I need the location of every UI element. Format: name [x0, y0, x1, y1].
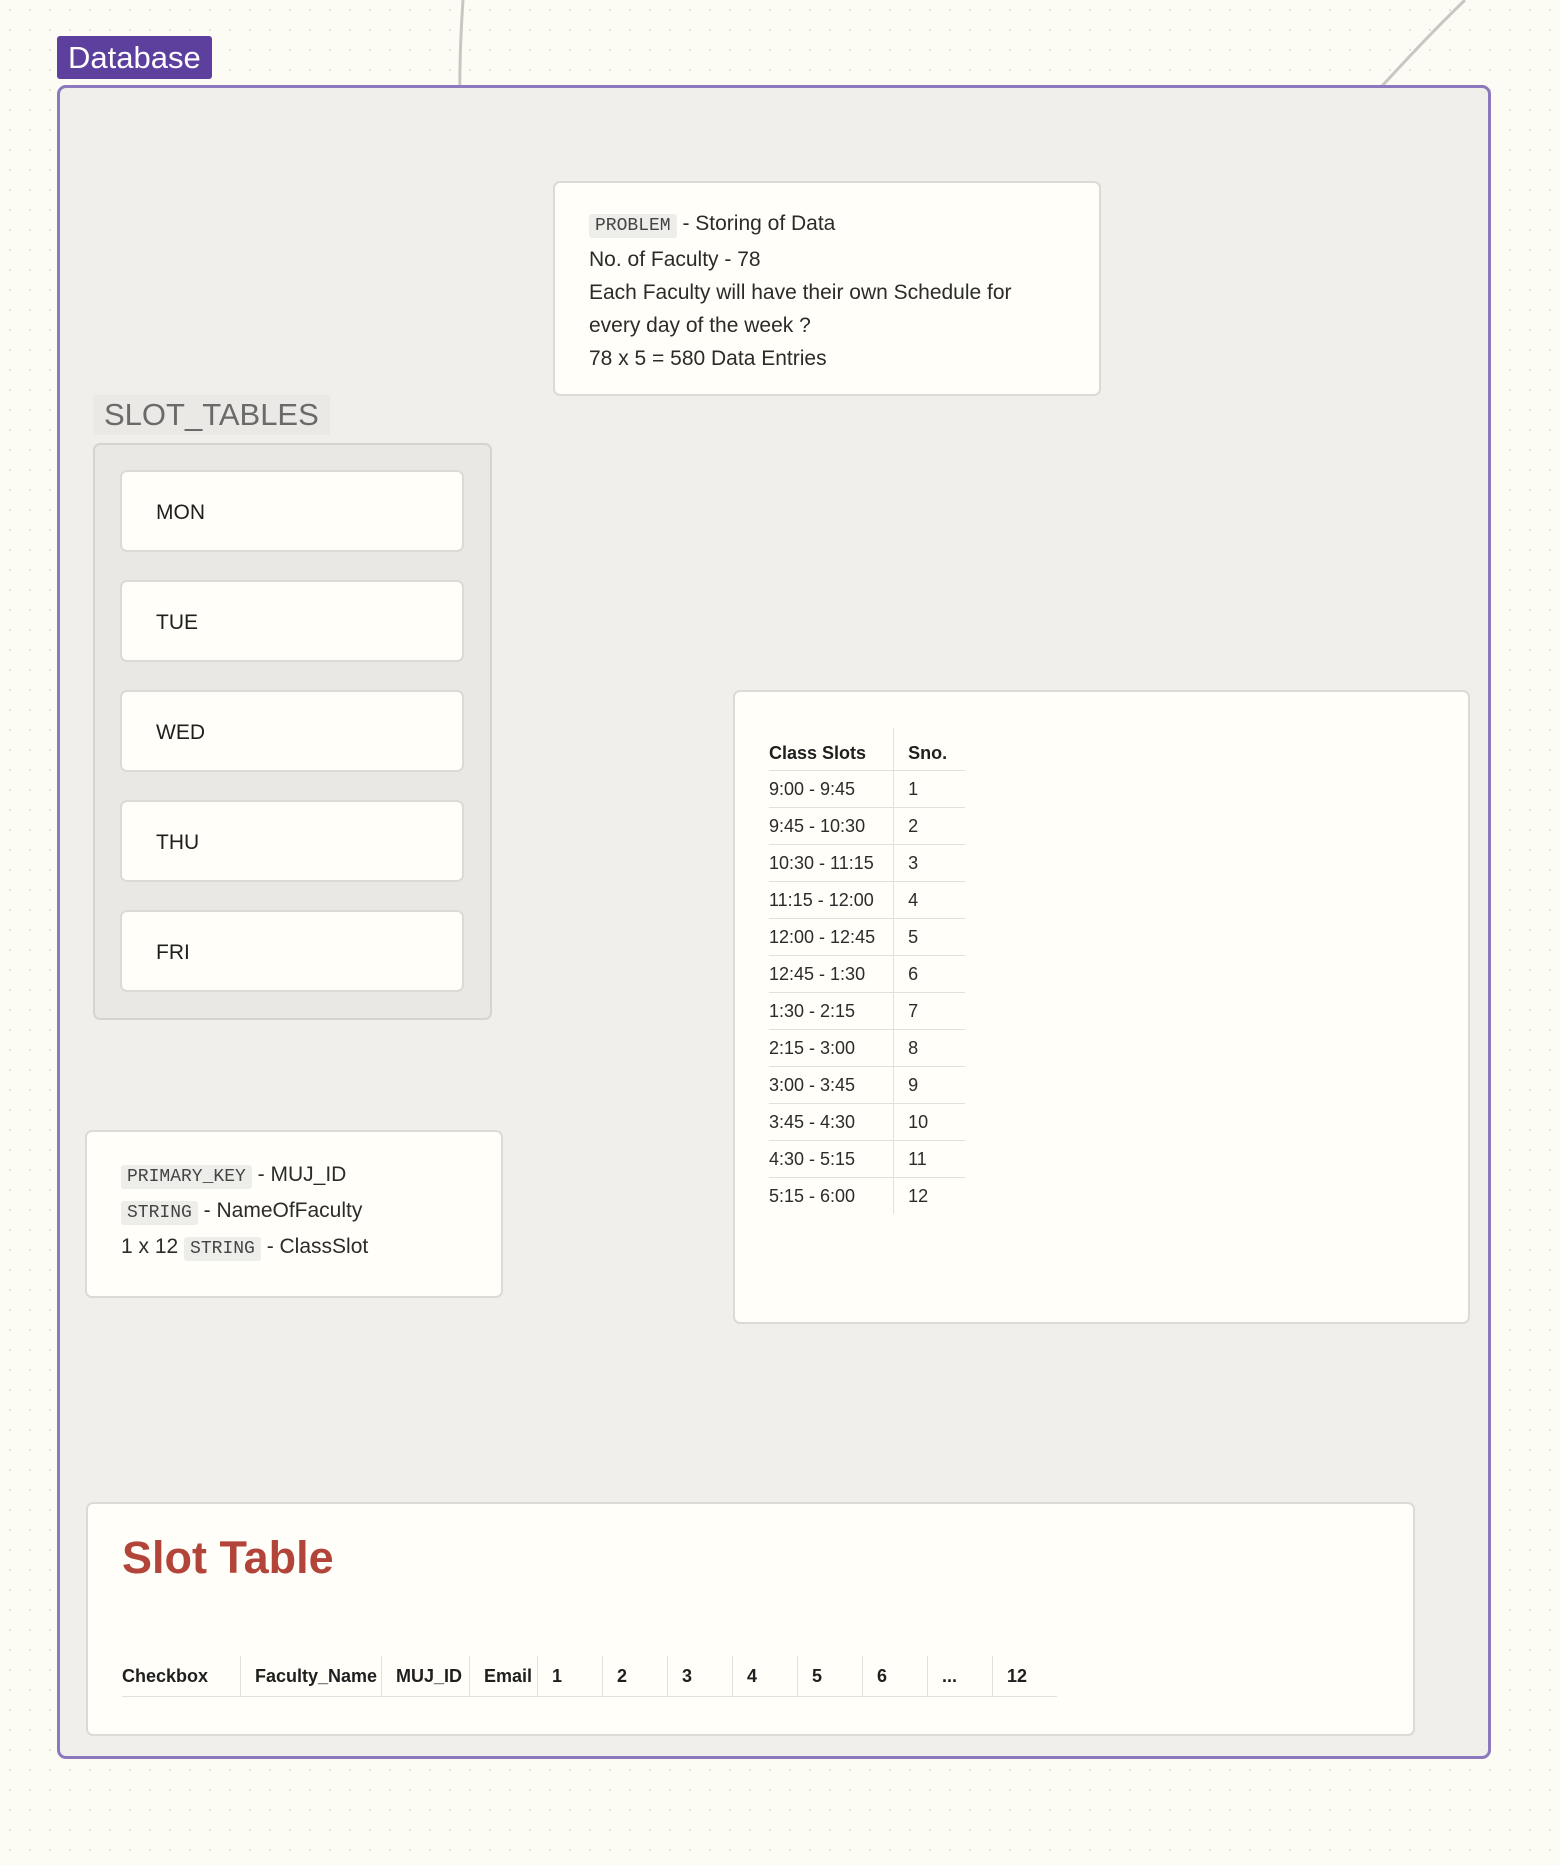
table-row — [769, 1178, 965, 1215]
class-slot-sno: 12 — [894, 1178, 966, 1215]
class-slot-time: 3:00 - 3:45 — [769, 1067, 894, 1104]
code-tag: PRIMARY_KEY — [121, 1165, 252, 1189]
column-header-class-slots: Class Slots — [769, 743, 867, 763]
class-slot-sno: 7 — [894, 993, 966, 1030]
problem-title: - Storing of Data — [676, 212, 836, 235]
table-row — [769, 1104, 965, 1141]
class-slot-sno: 1 — [894, 771, 966, 808]
table-row — [769, 808, 965, 845]
slot-table-column-header: MUJ_ID — [381, 1656, 469, 1696]
day-card-fri[interactable]: FRI — [120, 910, 464, 992]
class-slots-card[interactable] — [733, 690, 1470, 1324]
code-tag: STRING — [121, 1201, 198, 1225]
class-slot-time: 12:00 - 12:45 — [769, 919, 894, 956]
slot-tables-title[interactable]: SLOT_TABLES — [93, 395, 330, 435]
schema-text: - ClassSlot — [260, 1235, 369, 1258]
table-row — [769, 956, 965, 993]
schema-text: - NameOfFaculty — [197, 1199, 363, 1222]
class-slot-time: 3:45 - 4:30 — [769, 1104, 894, 1141]
class-slot-sno: 9 — [894, 1067, 966, 1104]
slot-table-column-header: Email — [469, 1656, 537, 1696]
problem-code-tag: PROBLEM — [589, 214, 677, 238]
table-row — [769, 1030, 965, 1067]
class-slot-sno: 3 — [894, 845, 966, 882]
slot-table-column-header: 4 — [732, 1656, 797, 1696]
problem-card[interactable] — [553, 181, 1101, 396]
class-slot-time: 2:15 - 3:00 — [769, 1030, 894, 1067]
problem-line: Each Faculty will have their own Schedule for — [589, 281, 1012, 304]
schema-line-primary-key — [121, 1158, 467, 1194]
group-label[interactable]: Database — [57, 36, 212, 79]
day-card-tue[interactable]: TUE — [120, 580, 464, 662]
class-slot-time: 12:45 - 1:30 — [769, 956, 894, 993]
class-slot-time: 5:15 - 6:00 — [769, 1178, 894, 1215]
slot-table-column-header: 3 — [667, 1656, 732, 1696]
slot-table-column-header: 2 — [602, 1656, 667, 1696]
table-row — [769, 845, 965, 882]
day-card-wed[interactable]: WED — [120, 690, 464, 772]
problem-line: every day of the week ? — [589, 314, 811, 337]
class-slot-sno: 2 — [894, 808, 966, 845]
class-slot-time: 10:30 - 11:15 — [769, 845, 894, 882]
class-slot-sno: 4 — [894, 882, 966, 919]
slot-table-header-row — [122, 1656, 1057, 1697]
slot-table-column-header: 6 — [862, 1656, 927, 1696]
column-header-sno: Sno. — [894, 728, 966, 771]
schema-line-classslot — [121, 1230, 467, 1266]
class-slot-sno: 6 — [894, 956, 966, 993]
class-slot-sno: 11 — [894, 1141, 966, 1178]
problem-title-line — [589, 207, 1065, 243]
slot-table-column-header: 1 — [537, 1656, 602, 1696]
class-slots-table — [769, 728, 965, 1214]
problem-line: 78 x 5 = 580 Data Entries — [589, 347, 827, 370]
slot-table-title: Slot Table — [122, 1532, 334, 1583]
slot-table-column-header: Faculty_Name — [240, 1656, 381, 1696]
schema-card[interactable] — [85, 1130, 503, 1298]
class-slot-sno: 10 — [894, 1104, 966, 1141]
class-slot-sno: 8 — [894, 1030, 966, 1067]
class-slot-time: 4:30 - 5:15 — [769, 1141, 894, 1178]
class-slots-body — [769, 771, 965, 1215]
class-slot-sno: 5 — [894, 919, 966, 956]
schema-prefix: 1 x 12 — [121, 1235, 185, 1258]
day-card-thu[interactable]: THU — [120, 800, 464, 882]
table-row — [769, 993, 965, 1030]
table-row — [769, 882, 965, 919]
slot-table-column-header: 12 — [992, 1656, 1057, 1696]
day-card-mon[interactable]: MON — [120, 470, 464, 552]
schema-line-name — [121, 1194, 467, 1230]
table-row — [769, 919, 965, 956]
schema-text: - MUJ_ID — [251, 1163, 347, 1186]
table-row — [769, 1141, 965, 1178]
class-slot-time: 11:15 - 12:00 — [769, 882, 894, 919]
class-slot-time: 9:00 - 9:45 — [769, 771, 894, 808]
table-header-row — [769, 728, 965, 771]
slot-table-column-header: ... — [927, 1656, 992, 1696]
code-tag: STRING — [184, 1237, 261, 1261]
table-row — [769, 771, 965, 808]
slot-table-column-header: 5 — [797, 1656, 862, 1696]
table-row — [769, 1067, 965, 1104]
slot-table-column-header: Checkbox — [122, 1666, 209, 1686]
slot-table-card[interactable] — [86, 1502, 1415, 1736]
class-slot-time: 9:45 - 10:30 — [769, 808, 894, 845]
class-slot-time: 1:30 - 2:15 — [769, 993, 894, 1030]
problem-line: No. of Faculty - 78 — [589, 248, 761, 271]
